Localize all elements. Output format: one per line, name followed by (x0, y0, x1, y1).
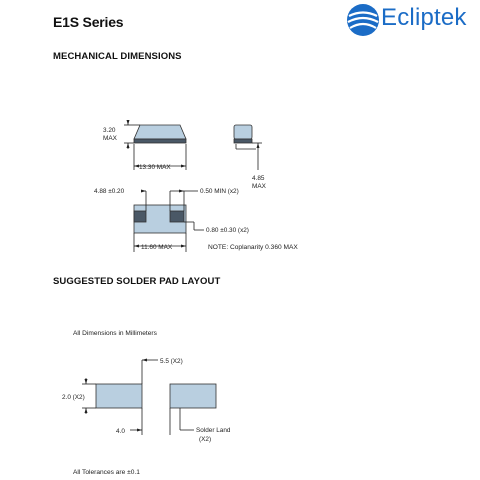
height-unit-label: MAX (103, 135, 117, 142)
side-unit-label: MAX (252, 183, 266, 190)
gap-label: 4.0 (116, 428, 125, 435)
pad-length-label: 5.5 (X2) (160, 358, 183, 365)
length-label: 13.30 MAX (139, 164, 171, 171)
coplanarity-note: NOTE: Coplanarity 0.360 MAX (208, 244, 298, 251)
pad-height-label: 2.0 (X2) (62, 394, 85, 401)
pin-spacing-label: 4.88 ±0.20 (94, 188, 125, 195)
units-note: All Dimensions in Millimeters (73, 330, 157, 337)
lead-min-label: 0.50 MIN (x2) (200, 188, 239, 195)
logo-wordmark: Ecliptek (381, 4, 467, 31)
tolerance-note: All Tolerances are ±0.1 (73, 469, 140, 476)
lead-width-label: 0.80 ±0.30 (x2) (206, 227, 249, 234)
solder-land-label: Solder Land (196, 427, 231, 434)
section-mechanical-dimensions: MECHANICAL DIMENSIONS (53, 51, 182, 62)
body-length-label: 11.60 MAX (141, 244, 173, 251)
height-value-label: 3.20 (103, 127, 116, 134)
page-title: E1S Series (53, 14, 124, 30)
section-solder-pad-layout: SUGGESTED SOLDER PAD LAYOUT (53, 276, 221, 287)
solder-land-count: (X2) (199, 436, 212, 443)
side-value-label: 4.85 (252, 175, 265, 182)
